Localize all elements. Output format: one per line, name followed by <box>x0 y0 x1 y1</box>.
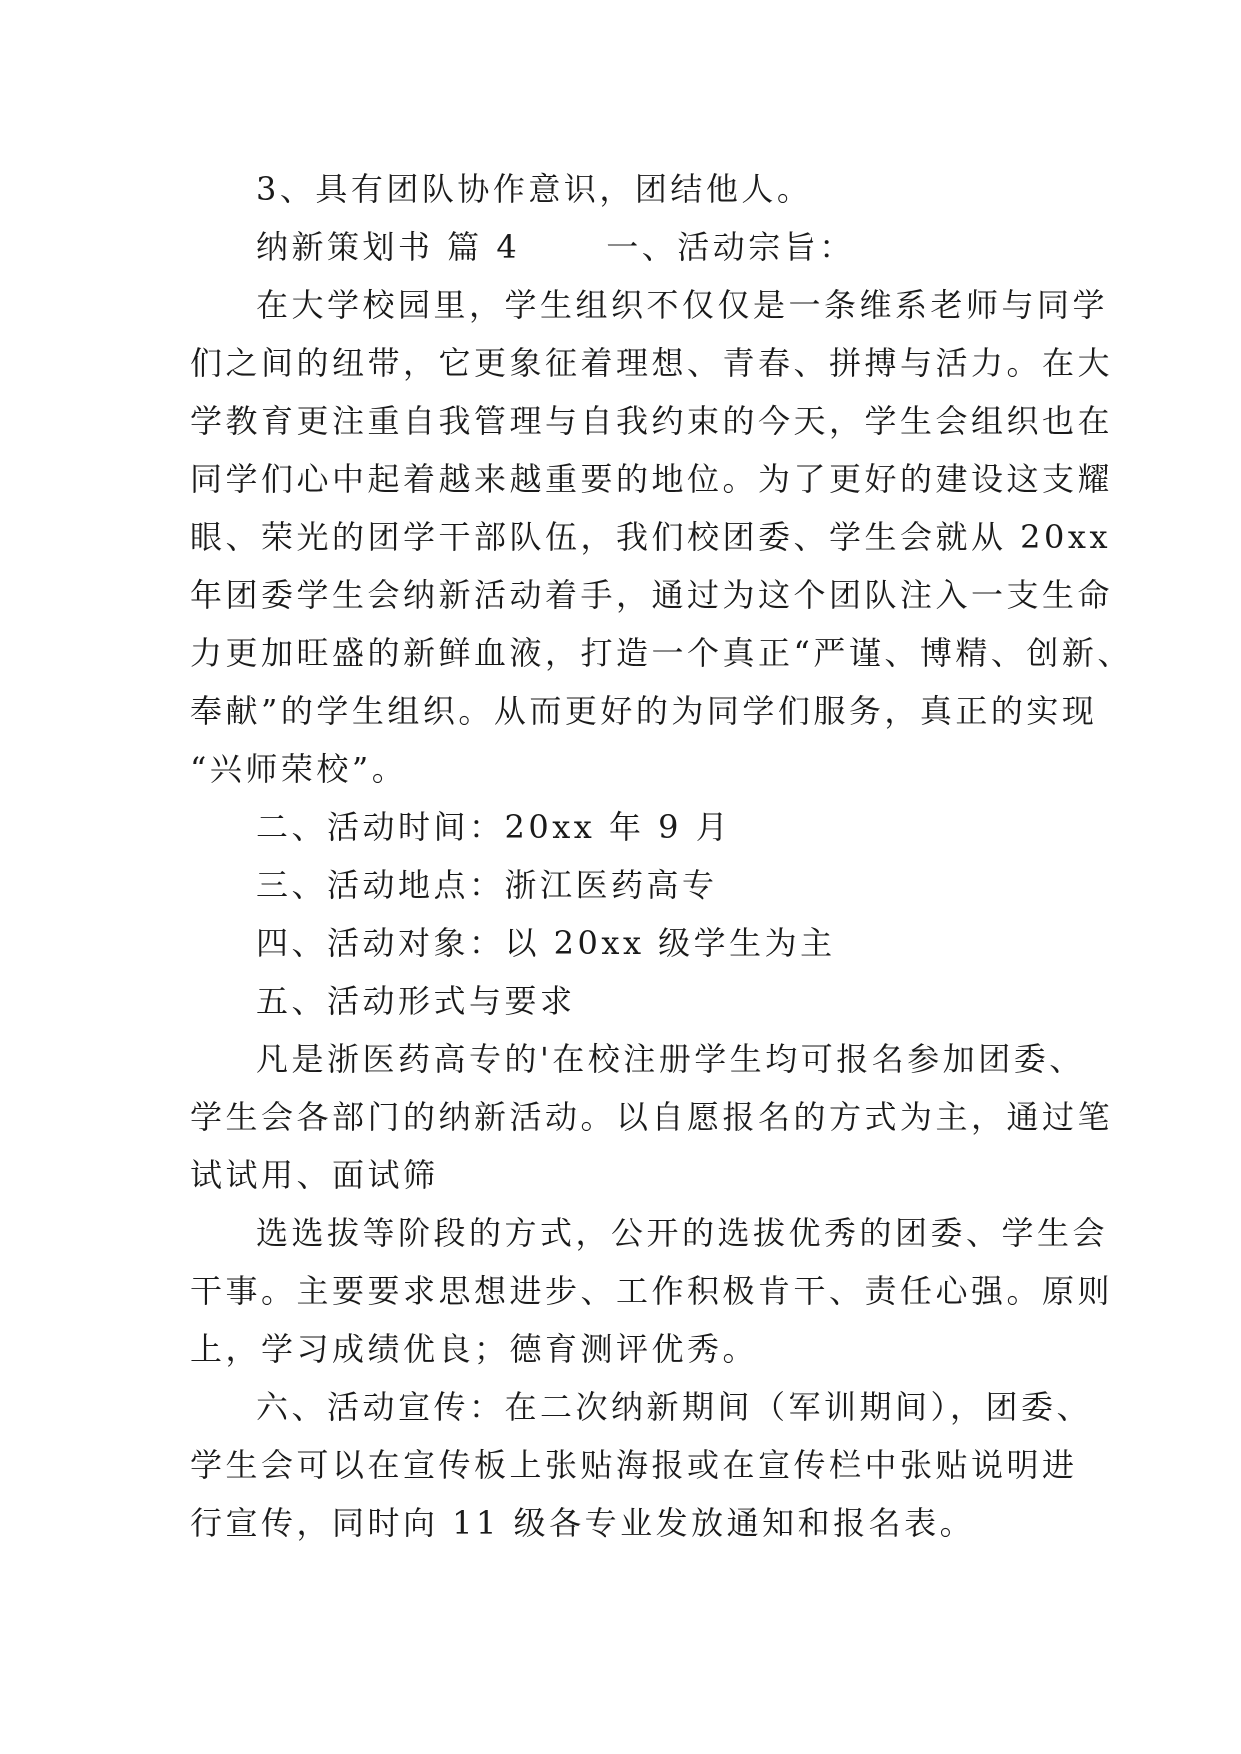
text-line: 们之间的纽带，它更象征着理想、青春、拼搏与活力。在大 <box>190 344 1114 382</box>
text-line: 二、活动时间：20xx 年 9 月 <box>256 808 732 846</box>
text-line: 上，学习成绩优良；德育测评优秀。 <box>190 1330 759 1368</box>
text-line: “兴师荣校”。 <box>190 750 408 788</box>
document-body <box>190 160 1133 1552</box>
section-title: 纳新策划书 篇 4 <box>256 228 521 266</box>
text-line: 奉献”的学生组织。从而更好的为同学们服务，真正的实现 <box>190 692 1098 730</box>
text-line: 行宣传，同时向 11 级各专业发放通知和报名表。 <box>190 1504 976 1542</box>
text-line-heading <box>190 218 1050 276</box>
text-line: 干事。主要要求思想进步、工作积极肯干、责任心强。原则 <box>190 1272 1114 1310</box>
text-line: 学生会可以在宣传板上张贴海报或在宣传栏中张贴说明进 <box>190 1446 1078 1484</box>
text-line: 五、活动形式与要求 <box>256 982 576 1020</box>
text-line: 学生会各部门的纳新活动。以自愿报名的方式为主，通过笔 <box>190 1098 1114 1136</box>
text-line: 同学们心中起着越来越重要的地位。为了更好的建设这支耀 <box>190 460 1114 498</box>
text-line: 眼、荣光的团学干部队伍，我们校团委、学生会就从 20xx <box>190 518 1111 556</box>
text-line: 年团委学生会纳新活动着手，通过为这个团队注入一支生命 <box>190 576 1114 614</box>
section-subtitle: 一、活动宗旨： <box>606 228 855 266</box>
text-line: 3、具有团队协作意识，团结他人。 <box>256 170 813 208</box>
text-line: 四、活动对象：以 20xx 级学生为主 <box>256 924 836 962</box>
text-line: 选选拔等阶段的方式，公开的选拔优秀的团委、学生会 <box>256 1214 1109 1252</box>
text-line: 六、活动宣传：在二次纳新期间（军训期间），团委、 <box>256 1388 1093 1426</box>
text-line: 在大学校园里，学生组织不仅仅是一条维系老师与同学 <box>256 286 1109 324</box>
text-line: 试试用、面试筛 <box>190 1156 439 1194</box>
text-line: 凡是浙医药高专的'在校注册学生均可报名参加团委、 <box>256 1040 1085 1078</box>
text-line: 力更加旺盛的新鲜血液，打造一个真正“严谨、博精、创新、 <box>190 634 1133 672</box>
text-line: 三、活动地点：浙江医药高专 <box>256 866 718 904</box>
text-line: 学教育更注重自我管理与自我约束的今天，学生会组织也在 <box>190 402 1114 440</box>
